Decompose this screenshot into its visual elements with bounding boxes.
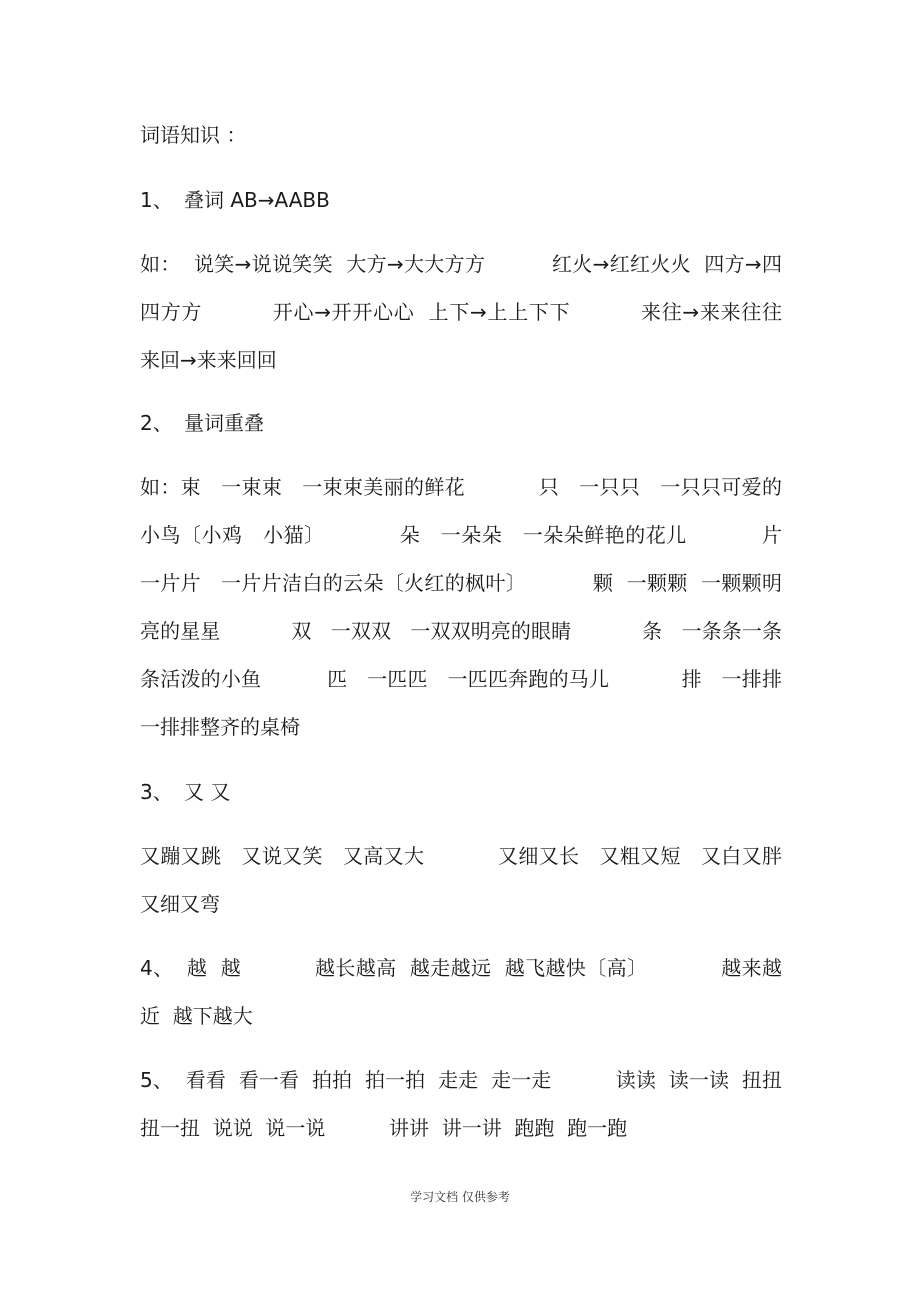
- section-block: [140, 944, 782, 1040]
- section-number: 1、: [140, 188, 173, 212]
- page-title: 词语知识 ：: [140, 123, 247, 147]
- page-footer: 学习文档 仅供参考: [410, 1190, 510, 1204]
- section-number: 5、: [140, 1068, 173, 1092]
- section-heading: [140, 778, 230, 806]
- section-content: 如：束 一束束 一束束美丽的鲜花 只 一只只 一只只可爱的小鸟〔小鸡 小猫〕 朵 一朵朵 一朵朵鲜艳的花儿 片 一片片 一片片洁白的云朵〔火红的枫叶〕 颗 一颗颗 一颗颗明亮的星星 双 一双双 一双双明亮的眼睛 条 一条条一条条活泼的小鱼 匹 一匹匹 一匹匹奔跑的马儿 排 一排排 一排排整齐的桌椅: [140, 475, 802, 739]
- section-content: 又蹦又跳 又说又笑 又高又大 又细又长 又粗又短 又白又胖又细又弯: [140, 844, 782, 916]
- section-title: 看看 看一看 拍拍 拍一拍 走走 走一走 读读 读一读 扭扭 扭一扭 说说 说一说 讲讲 讲一讲 跑跑 跑一跑: [140, 1068, 795, 1140]
- section-number: 2、: [140, 411, 173, 435]
- section-title: 叠词 AB→AABB: [184, 188, 330, 212]
- section-heading: [140, 409, 264, 437]
- section-number: 3、: [140, 780, 173, 804]
- section-title: 越 越 越长越高 越走越远 越飞越快〔高〕 越来越近 越下越大: [140, 956, 782, 1028]
- section-title: 又 又: [184, 780, 231, 804]
- section-number: 4、: [140, 956, 174, 980]
- section-content: 如： 说笑→说说笑笑 大方→大大方方 红火→红红火火 四方→四四方方 开心→开开心心 上下→上上下下 来往→来来往往 来回→来来回回: [140, 252, 795, 372]
- section-heading: [140, 186, 330, 214]
- section-title: 量词重叠: [184, 411, 264, 435]
- section-block: [140, 1056, 795, 1152]
